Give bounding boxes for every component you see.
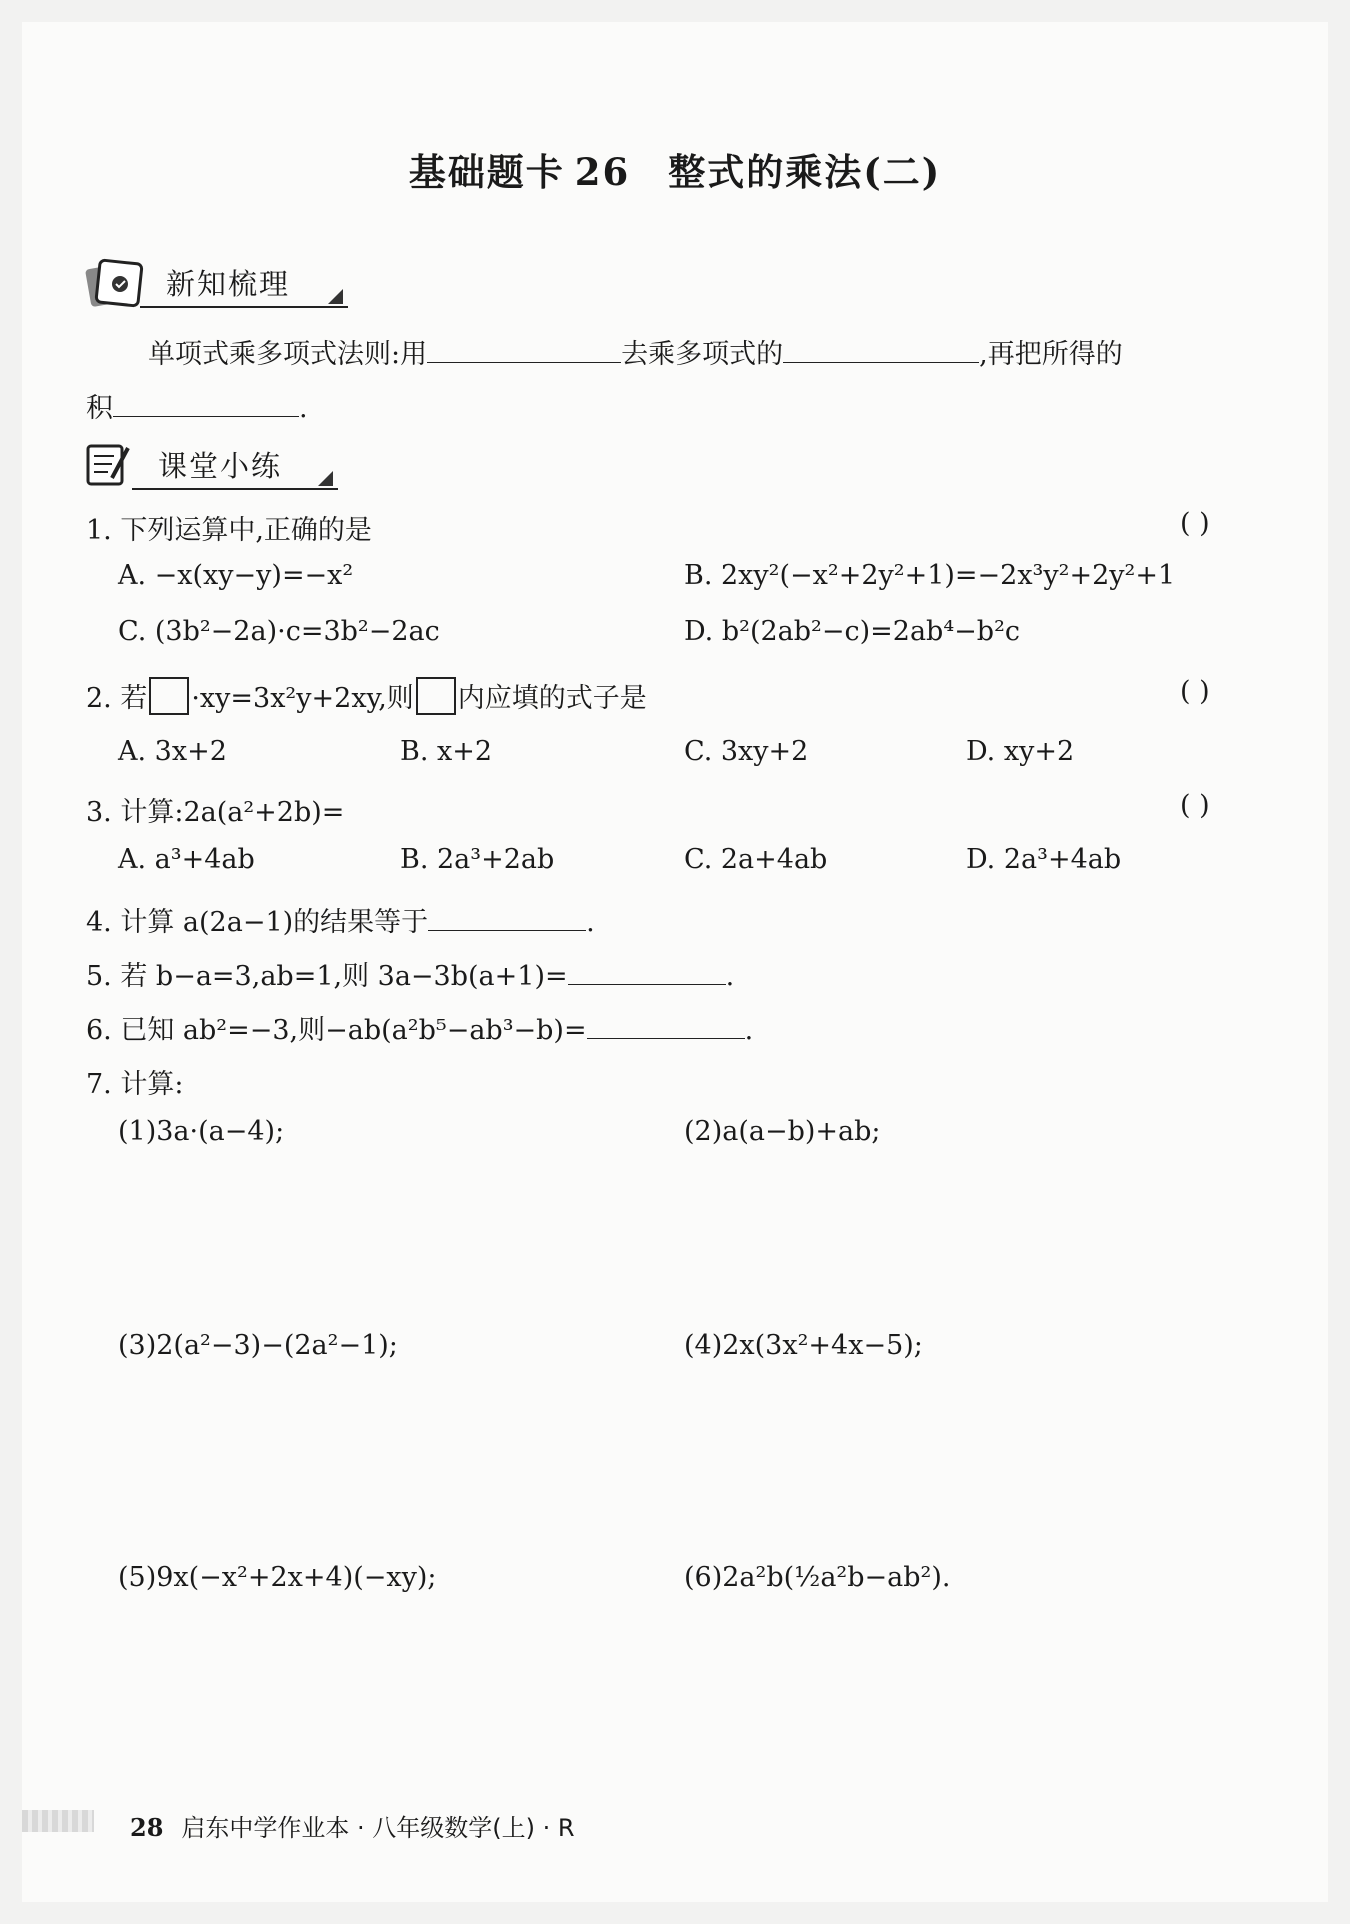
q2-option-d[interactable]: D. xy+2 [966, 736, 1075, 767]
footer-decoration [22, 1810, 94, 1832]
question-3-stem: 3. 计算:2a(a²+2b)= [86, 797, 345, 828]
question-4: 4. 计算 a(2a−1)的结果等于 . [86, 907, 595, 938]
q7-part-5: (5)9x(−x²+2x+4)(−xy); [118, 1562, 437, 1593]
rule-line-1: 单项式乘多项式法则:用 去乘多项式的 ,再把所得的 [148, 339, 1123, 370]
rule-line-2: 积 . [86, 393, 308, 424]
question-7-stem: 7. 计算: [86, 1069, 184, 1100]
page-number: 28 [130, 1813, 164, 1842]
answer-blank[interactable] [568, 960, 726, 985]
answer-blank[interactable] [428, 906, 586, 931]
q1-option-a[interactable]: A. −x(xy−y)=−x² [118, 560, 354, 591]
q3-option-b[interactable]: B. 2a³+2ab [400, 844, 555, 875]
notebook-pencil-icon [84, 440, 132, 488]
rule-blank-1[interactable] [427, 338, 621, 363]
question-6: 6. 已知 ab²=−3,则−ab(a²b⁵−ab³−b)= . [86, 1015, 754, 1046]
answer-paren[interactable]: ( ) [1180, 790, 1210, 821]
q1-option-d[interactable]: D. b²(2ab²−c)=2ab⁴−b²c [684, 616, 1021, 647]
q7-part-2: (2)a(a−b)+ab; [684, 1116, 881, 1147]
q7-part-6: (6)2a²b(½a²b−ab²). [684, 1562, 951, 1593]
q3-option-a[interactable]: A. a³+4ab [118, 844, 255, 875]
answer-paren[interactable]: ( ) [1180, 508, 1210, 539]
corner-triangle-icon [328, 289, 343, 304]
answer-blank[interactable] [587, 1014, 745, 1039]
q7-part-3: (3)2(a²−3)−(2a²−1); [118, 1330, 398, 1361]
q2-option-a[interactable]: A. 3x+2 [118, 736, 227, 767]
corner-triangle-icon [318, 471, 333, 486]
q3-option-c[interactable]: C. 2a+4ab [684, 844, 828, 875]
q7-part-1: (1)3a·(a−4); [118, 1116, 285, 1147]
footer [130, 1808, 575, 1843]
q3-option-d[interactable]: D. 2a³+4ab [966, 844, 1122, 875]
question-1-stem: 1. 下列运算中,正确的是 [86, 515, 372, 546]
q2-option-b[interactable]: B. x+2 [400, 736, 493, 767]
rule-blank-3[interactable] [113, 392, 299, 417]
q1-option-b[interactable]: B. 2xy²(−x²+2y²+1)=−2x³y²+2y²+1 [684, 560, 1176, 591]
fill-box[interactable] [149, 677, 189, 715]
rule-blank-2[interactable] [783, 338, 979, 363]
section-knowledge-title: 新知梳理 [166, 267, 291, 301]
fill-box[interactable] [416, 677, 456, 715]
knowledge-card-icon [84, 258, 150, 310]
section-practice-title: 课堂小练 [158, 449, 283, 483]
question-2-stem: 2. 若 ·xy=3x²y+2xy,则 内应填的式子是 [86, 676, 647, 715]
book-title: 启东中学作业本 · 八年级数学(上) · R [181, 1814, 575, 1842]
q2-option-c[interactable]: C. 3xy+2 [684, 736, 809, 767]
q1-option-c[interactable]: C. (3b²−2a)·c=3b²−2ac [118, 616, 440, 647]
page-title: 基础题卡 26 整式的乘法(二) [408, 150, 942, 194]
question-5: 5. 若 b−a=3,ab=1,则 3a−3b(a+1)= . [86, 961, 735, 992]
section-knowledge-underline [140, 306, 348, 308]
section-practice-underline [132, 488, 338, 490]
q7-part-4: (4)2x(3x²+4x−5); [684, 1330, 923, 1361]
answer-paren[interactable]: ( ) [1180, 676, 1210, 707]
